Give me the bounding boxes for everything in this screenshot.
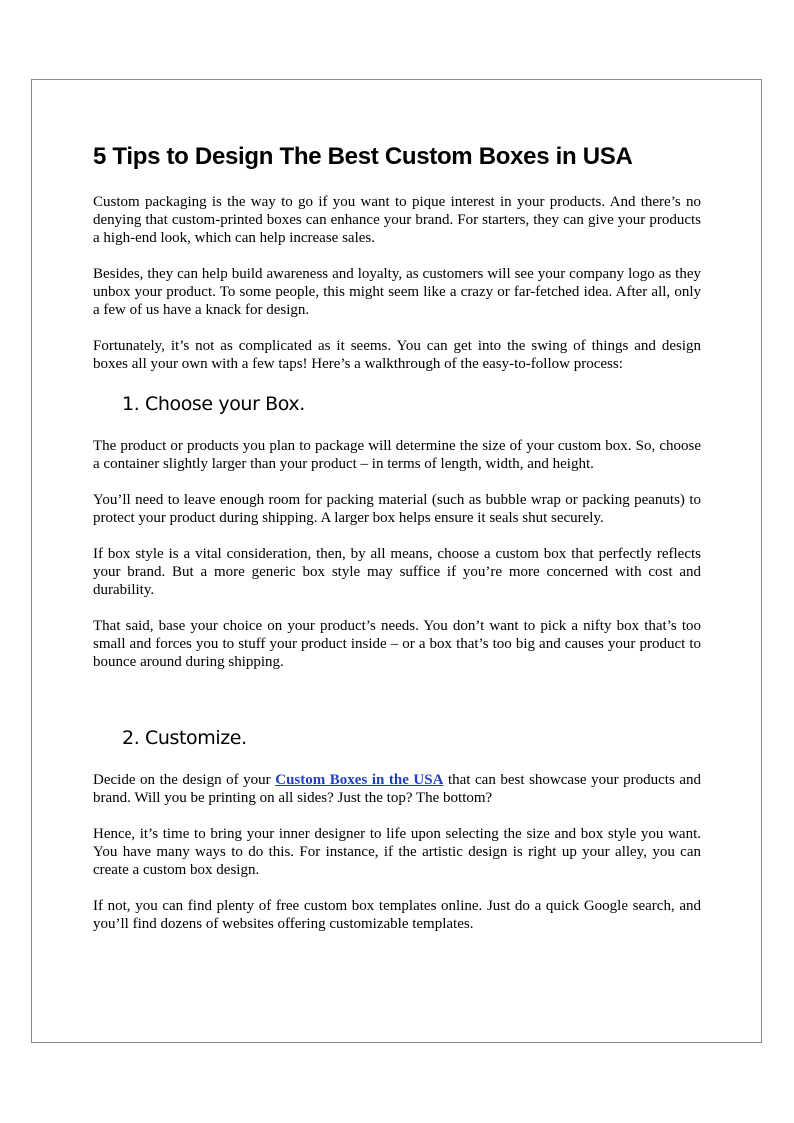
section-spacer bbox=[93, 689, 701, 725]
intro-paragraph-1: Custom packaging is the way to go if you want to pique interest in your products. And there’s no denying that custom-printed boxes can enhance your brand. For starters, they can give your products a high-end look, which can help increase sales. bbox=[93, 194, 701, 246]
section2-paragraph-1-after: that can best showcase your products and brand. Will you be printing on all sides? Just the top? The bottom? bbox=[93, 772, 702, 806]
custom-boxes-usa-link[interactable]: Custom Boxes in the USA bbox=[275, 772, 444, 788]
section-heading-choose-box: 1. Choose your Box. bbox=[122, 393, 305, 415]
section1-paragraph-4: That said, base your choice on your product’s needs. You don’t want to pick a nifty box that’s too small and forces you to stuff your product inside – or a box that’s too big and causes your product to bounce around during shipping. bbox=[93, 618, 701, 670]
section1-paragraph-1: The product or products you plan to package will determine the size of your custom box. So, choose a container slightly larger than your product – in terms of length, width, and height. bbox=[93, 438, 701, 472]
section-heading-customize: 2. Customize. bbox=[122, 727, 247, 749]
section1-paragraph-2: You’ll need to leave enough room for packing material (such as bubble wrap or packing peanuts) to protect your product during shipping. A larger box helps ensure it seals shut securely. bbox=[93, 492, 701, 526]
section2-paragraph-3: If not, you can find plenty of free custom box templates online. Just do a quick Google search, and you’ll find dozens of websites offering customizable templates. bbox=[93, 898, 701, 932]
document-body bbox=[93, 140, 701, 951]
section2-paragraph-1 bbox=[93, 771, 701, 807]
intro-paragraph-2: Besides, they can help build awareness and loyalty, as customers will see your company logo as they unbox your product. To some people, this might seem like a crazy or far-fetched idea. After all, only a few of us have a knack for design. bbox=[93, 266, 701, 318]
section2-paragraph-2: Hence, it’s time to bring your inner designer to life upon selecting the size and box style you want. You have many ways to do this. For instance, if the artistic design is right up your alley, you can create a custom box design. bbox=[93, 826, 701, 878]
intro-paragraph-3: Fortunately, it’s not as complicated as it seems. You can get into the swing of things and design boxes all your own with a few taps! Here’s a walkthrough of the easy-to-follow process: bbox=[93, 338, 701, 372]
section2-paragraph-1-before: Decide on the design of your bbox=[93, 772, 276, 788]
page-title: 5 Tips to Design The Best Custom Boxes in USA bbox=[93, 143, 633, 170]
section1-paragraph-3: If box style is a vital consideration, then, by all means, choose a custom box that perfectly reflects your brand. But a more generic box style may suffice if you’re more concerned with cost and durability. bbox=[93, 546, 701, 598]
